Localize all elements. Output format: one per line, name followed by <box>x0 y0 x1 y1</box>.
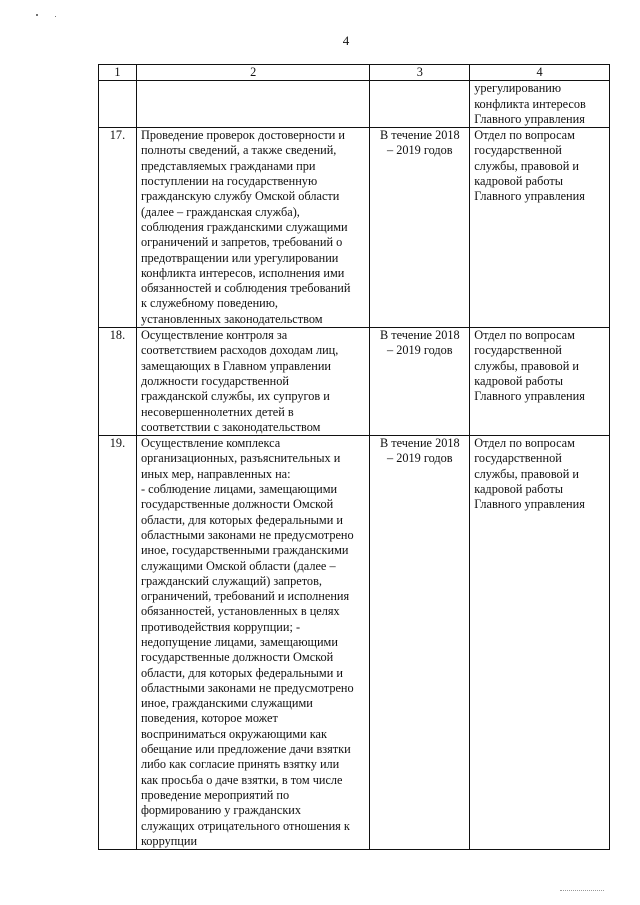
header-col-3: 3 <box>370 65 470 81</box>
responsible-text: Отдел по вопросам государственной службы, правовой и кадровой работы Главного управления <box>474 436 585 512</box>
term-text: В течение 2018 – 2019 годов <box>379 128 460 158</box>
scan-artifact <box>560 890 604 891</box>
responsible-text: урегулированию конфликта интересов Главного управления <box>474 81 586 126</box>
table-row-carryover <box>99 81 610 128</box>
row-action-cell <box>136 128 369 328</box>
action-text: Проведение проверок достоверности и полноты сведений, а также сведений, представляемых гражданами при поступлении на государственную гражданскую службу Омской области (далее – гражданская служба), соблюдения гражданскими служащими ограничений и запретов, требований о предотвращении или урегулировании конфликта интересов, исполнения ими обязанностей и соблюдения требований к служебному поведению, установленных законодательством <box>140 128 351 326</box>
header-col-4: 4 <box>470 65 610 81</box>
row-number-cell: 17. <box>99 128 137 328</box>
table-row-18 <box>99 328 610 436</box>
row-term-cell <box>370 436 470 850</box>
scan-speck <box>55 16 56 17</box>
header-col-2: 2 <box>136 65 369 81</box>
row-responsible-cell <box>470 328 610 436</box>
action-text: Осуществление комплекса организационных, разъяснительных и иных мер, направленных на: - соблюдение лицами, замещающими государственные должности Омской области, для которых федеральными и областными законами не предусмотрено иное, государственными гражданскими служащими Омской области (далее – гражданский служащий) запретов, ограничений, требований и исполнения обязанностей, установленных в целях противодействия коррупции; - недопущение лицами, замещающими государственные должности Омской области, для которых федеральными и областными законами не предусмотрено иное, гражданскими служащими поведения, которое может восприниматься окружающими как обещание или предложение дачи взятки либо как согласие принять взятку или как просьба о даче взятки, в том числе проведение мероприятий по формированию у гражданских служащих отрицательного отношения к коррупции <box>140 436 354 848</box>
table-row-19 <box>99 436 610 850</box>
responsible-text: Отдел по вопросам государственной службы, правовой и кадровой работы Главного управления <box>474 328 585 404</box>
row-term-cell <box>370 128 470 328</box>
row-number-cell <box>99 81 137 128</box>
table-header-row <box>99 65 610 81</box>
measures-table <box>98 64 610 850</box>
row-action-cell <box>136 81 369 128</box>
row-number-cell: 19. <box>99 436 137 850</box>
page-number: 4 <box>342 33 350 48</box>
row-action-cell <box>136 436 369 850</box>
scan-speck <box>36 14 38 16</box>
responsible-text: Отдел по вопросам государственной службы, правовой и кадровой работы Главного управления <box>474 128 585 204</box>
header-col-1: 1 <box>99 65 137 81</box>
row-responsible-cell <box>470 128 610 328</box>
action-text: Осуществление контроля за соответствием расходов доходам лиц, замещающих в Главном управлении должности государственной гражданской службы, их супругов и несовершеннолетних детей в соответствии с законодательством <box>140 328 339 434</box>
row-responsible-cell <box>470 81 610 128</box>
term-text: В течение 2018 – 2019 годов <box>379 436 460 466</box>
row-responsible-cell <box>470 436 610 850</box>
term-text: В течение 2018 – 2019 годов <box>379 328 460 358</box>
table-row-17 <box>99 128 610 328</box>
row-term-cell <box>370 81 470 128</box>
row-number-cell: 18. <box>99 328 137 436</box>
row-action-cell <box>136 328 369 436</box>
row-term-cell <box>370 328 470 436</box>
